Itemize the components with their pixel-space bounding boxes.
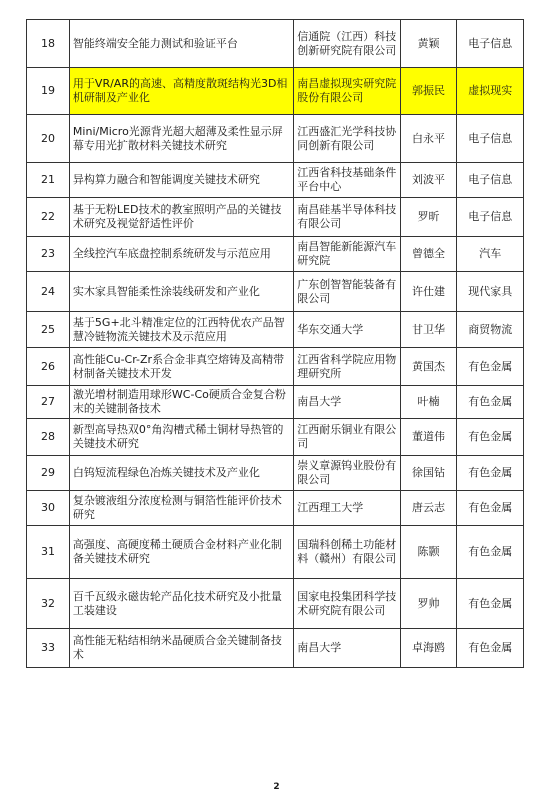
- cell-project-name: [69, 348, 293, 386]
- cell-organization: [294, 20, 400, 68]
- organization-text: 南昌大学: [297, 395, 342, 408]
- cell-row-number: [27, 312, 70, 348]
- industry-field-text: 电子信息: [468, 36, 513, 50]
- organization-text: 南昌虚拟现实研究院股份有限公司: [297, 77, 397, 104]
- industry-field-text: 商贸物流: [468, 322, 513, 336]
- cell-project-name: [69, 198, 293, 237]
- organization-text: 崇义章源钨业股份有限公司: [297, 459, 397, 486]
- cell-organization: [294, 419, 400, 456]
- cell-project-leader: [400, 579, 457, 629]
- project-leader-text: 徐国钻: [411, 466, 445, 479]
- cell-row-number: [27, 491, 70, 526]
- cell-project-name: [69, 272, 293, 312]
- cell-industry-field: [457, 456, 524, 491]
- cell-project-leader: [400, 348, 457, 386]
- row-number-text: 22: [40, 210, 55, 223]
- cell-industry-field: [457, 68, 524, 115]
- industry-field-text: 电子信息: [468, 131, 513, 145]
- cell-organization: [294, 491, 400, 526]
- table-row: [27, 115, 524, 163]
- project-leader-text: 黄国杰: [411, 359, 445, 373]
- row-number-text: 29: [40, 466, 55, 479]
- cell-industry-field: [457, 348, 524, 386]
- cell-industry-field: [457, 272, 524, 312]
- project-name-text: 基于无粉LED技术的教室照明产品的关键技术研究及视觉舒适性评价: [72, 203, 282, 230]
- organization-text: 江西省科学院应用物理研究所: [297, 352, 397, 380]
- table-row: [27, 237, 524, 272]
- table-row: [27, 163, 524, 198]
- table-row: [27, 386, 524, 419]
- organization-text: 广东创智智能装备有限公司: [297, 277, 397, 305]
- cell-project-name: [69, 20, 293, 68]
- project-leader-text: 白永平: [411, 131, 445, 145]
- cell-project-leader: [400, 456, 457, 491]
- project-name-text: Mini/Micro光源背光超大超薄及柔性显示屏幕专用光扩散材料关键技术研究: [72, 124, 283, 152]
- cell-organization: [294, 237, 400, 272]
- industry-field-text: 汽车: [479, 247, 502, 260]
- cell-project-leader: [400, 312, 457, 348]
- cell-project-leader: [400, 237, 457, 272]
- cell-project-name: [69, 312, 293, 348]
- cell-industry-field: [457, 419, 524, 456]
- industry-field-text: 电子信息: [468, 173, 513, 186]
- project-name-text: 高强度、高硬度稀土硬质合金材料产业化制备关键技术研究: [72, 538, 282, 565]
- project-name-text: 实木家具智能柔性涂装线研发和产业化: [72, 284, 260, 298]
- organization-text: 江西耐乐铜业有限公司: [297, 423, 397, 450]
- row-number-text: 18: [40, 36, 55, 50]
- cell-row-number: [27, 68, 70, 115]
- cell-organization: [294, 272, 400, 312]
- project-leader-text: 甘卫华: [411, 322, 445, 336]
- cell-industry-field: [457, 20, 524, 68]
- cell-organization: [294, 526, 400, 579]
- industry-field-text: 有色金属: [468, 466, 513, 479]
- industry-field-text: 有色金属: [468, 641, 513, 654]
- row-number-text: 27: [40, 395, 55, 408]
- cell-row-number: [27, 115, 70, 163]
- organization-text: 南昌智能新能源汽车研究院: [297, 240, 397, 267]
- cell-row-number: [27, 20, 70, 68]
- project-name-text: 激光增材制造用球形WC-Co硬质合金复合粉末的关键制备技术: [72, 388, 286, 415]
- project-name-text: 用于VR/AR的高速、高精度散斑结构光3D相机研制及产业化: [72, 77, 288, 104]
- project-leader-text: 刘波平: [411, 173, 445, 186]
- cell-industry-field: [457, 629, 524, 668]
- cell-row-number: [27, 237, 70, 272]
- cell-project-name: [69, 419, 293, 456]
- cell-project-leader: [400, 526, 457, 579]
- cell-project-name: [69, 491, 293, 526]
- table-row: [27, 419, 524, 456]
- table-row: [27, 491, 524, 526]
- cell-project-leader: [400, 115, 457, 163]
- table-row: [27, 198, 524, 237]
- cell-project-leader: [400, 20, 457, 68]
- cell-industry-field: [457, 526, 524, 579]
- row-number-text: 24: [40, 284, 55, 298]
- organization-text: 南昌大学: [297, 641, 342, 654]
- project-leader-text: 罗帅: [417, 596, 440, 610]
- organization-text: 江西盛汇光学科技协同创新有限公司: [297, 124, 397, 152]
- row-number-text: 33: [40, 641, 55, 654]
- row-number-text: 26: [40, 359, 55, 373]
- cell-organization: [294, 579, 400, 629]
- table-row: [27, 68, 524, 115]
- cell-project-name: [69, 115, 293, 163]
- cell-project-name: [69, 237, 293, 272]
- cell-organization: [294, 68, 400, 115]
- cell-industry-field: [457, 386, 524, 419]
- cell-row-number: [27, 163, 70, 198]
- table-row: [27, 312, 524, 348]
- industry-field-text: 有色金属: [468, 545, 513, 558]
- project-name-text: 异构算力融合和智能调度关键技术研究: [72, 173, 260, 186]
- table-row: [27, 272, 524, 312]
- organization-text: 南昌硅基半导体科技有限公司: [297, 203, 397, 230]
- industry-field-text: 电子信息: [468, 210, 513, 223]
- cell-organization: [294, 629, 400, 668]
- project-leader-text: 黄颖: [417, 36, 440, 50]
- cell-organization: [294, 163, 400, 198]
- row-number-text: 20: [40, 131, 55, 145]
- project-name-text: 全线控汽车底盘控制系统研发与示范应用: [72, 247, 271, 260]
- industry-field-text: 虚拟现实: [468, 84, 513, 97]
- industry-field-text: 有色金属: [468, 359, 513, 373]
- project-leader-text: 董道伟: [411, 430, 445, 443]
- project-leader-text: 唐云志: [411, 501, 445, 514]
- industry-field-text: 有色金属: [468, 395, 513, 408]
- cell-row-number: [27, 526, 70, 579]
- row-number-text: 21: [40, 173, 55, 186]
- row-number-text: 19: [40, 84, 55, 97]
- cell-project-leader: [400, 386, 457, 419]
- project-leader-text: 叶楠: [417, 395, 440, 408]
- cell-organization: [294, 115, 400, 163]
- cell-row-number: [27, 386, 70, 419]
- row-number-text: 28: [40, 430, 55, 443]
- cell-row-number: [27, 629, 70, 668]
- table-row: [27, 526, 524, 579]
- cell-project-leader: [400, 491, 457, 526]
- cell-project-name: [69, 526, 293, 579]
- industry-field-text: 有色金属: [468, 501, 513, 514]
- cell-industry-field: [457, 198, 524, 237]
- cell-industry-field: [457, 163, 524, 198]
- project-name-text: 高性能Cu-Cr-Zr系合金非真空熔铸及高精带材制备关键技术开发: [72, 352, 285, 380]
- cell-project-leader: [400, 68, 457, 115]
- project-name-text: 高性能无粘结相纳米晶硬质合金关键制备技术: [72, 634, 282, 661]
- project-name-text: 百千瓦级永磁齿轮产品化技术研究及小批量工装建设: [72, 589, 282, 617]
- organization-text: 国家电投集团科学技术研究院有限公司: [297, 589, 397, 617]
- table-row: [27, 579, 524, 629]
- table-row: [27, 20, 524, 68]
- table-row: [27, 348, 524, 386]
- cell-project-leader: [400, 272, 457, 312]
- cell-industry-field: [457, 237, 524, 272]
- row-number-text: 31: [40, 545, 55, 558]
- project-table: [26, 19, 524, 668]
- organization-text: 信通院（江西）科技创新研究院有限公司: [297, 29, 397, 57]
- cell-industry-field: [457, 312, 524, 348]
- cell-row-number: [27, 456, 70, 491]
- cell-organization: [294, 312, 400, 348]
- row-number-text: 30: [40, 501, 55, 514]
- cell-row-number: [27, 272, 70, 312]
- cell-project-name: [69, 579, 293, 629]
- cell-organization: [294, 348, 400, 386]
- cell-project-name: [69, 629, 293, 668]
- project-leader-text: 许仕建: [411, 284, 445, 298]
- organization-text: 江西理工大学: [297, 501, 364, 514]
- cell-row-number: [27, 348, 70, 386]
- cell-project-name: [69, 456, 293, 491]
- cell-industry-field: [457, 579, 524, 629]
- cell-industry-field: [457, 491, 524, 526]
- row-number-text: 32: [40, 596, 55, 610]
- cell-organization: [294, 386, 400, 419]
- project-name-text: 新型高导热双0°角沟槽式稀土铜材导热管的关键技术研究: [72, 423, 284, 450]
- cell-row-number: [27, 419, 70, 456]
- project-leader-text: 卓海鸥: [411, 641, 445, 654]
- project-leader-text: 陈颢: [417, 545, 440, 558]
- row-number-text: 25: [40, 322, 55, 336]
- page-number: 2: [273, 782, 280, 792]
- project-name-text: 白钨短流程绿色冶炼关键技术及产业化: [72, 466, 260, 479]
- organization-text: 华东交通大学: [297, 322, 364, 336]
- industry-field-text: 有色金属: [468, 596, 513, 610]
- cell-organization: [294, 456, 400, 491]
- cell-project-leader: [400, 629, 457, 668]
- project-table-body: [27, 20, 524, 668]
- cell-row-number: [27, 579, 70, 629]
- organization-text: 国瑞科创稀土功能材料（赣州）有限公司: [297, 538, 397, 565]
- organization-text: 江西省科技基础条件平台中心: [297, 166, 397, 193]
- project-name-text: 基于5G+北斗精准定位的江西特优农产品智慧冷链物流关键技术及示范应用: [72, 315, 285, 343]
- project-leader-text: 曾德全: [411, 247, 445, 260]
- cell-organization: [294, 198, 400, 237]
- cell-project-name: [69, 68, 293, 115]
- table-row: [27, 456, 524, 491]
- table-row: [27, 629, 524, 668]
- cell-project-name: [69, 386, 293, 419]
- row-number-text: 23: [40, 247, 55, 260]
- project-name-text: 复杂镀液组分浓度检测与铜箔性能评价技术研究: [72, 494, 282, 521]
- project-name-text: 智能终端安全能力测试和验证平台: [72, 36, 238, 50]
- cell-row-number: [27, 198, 70, 237]
- cell-project-leader: [400, 198, 457, 237]
- industry-field-text: 有色金属: [468, 430, 513, 443]
- cell-project-name: [69, 163, 293, 198]
- project-leader-text: 郭振民: [411, 84, 445, 97]
- cell-industry-field: [457, 115, 524, 163]
- project-leader-text: 罗昕: [417, 210, 440, 223]
- cell-project-leader: [400, 163, 457, 198]
- industry-field-text: 现代家具: [468, 284, 513, 298]
- cell-project-leader: [400, 419, 457, 456]
